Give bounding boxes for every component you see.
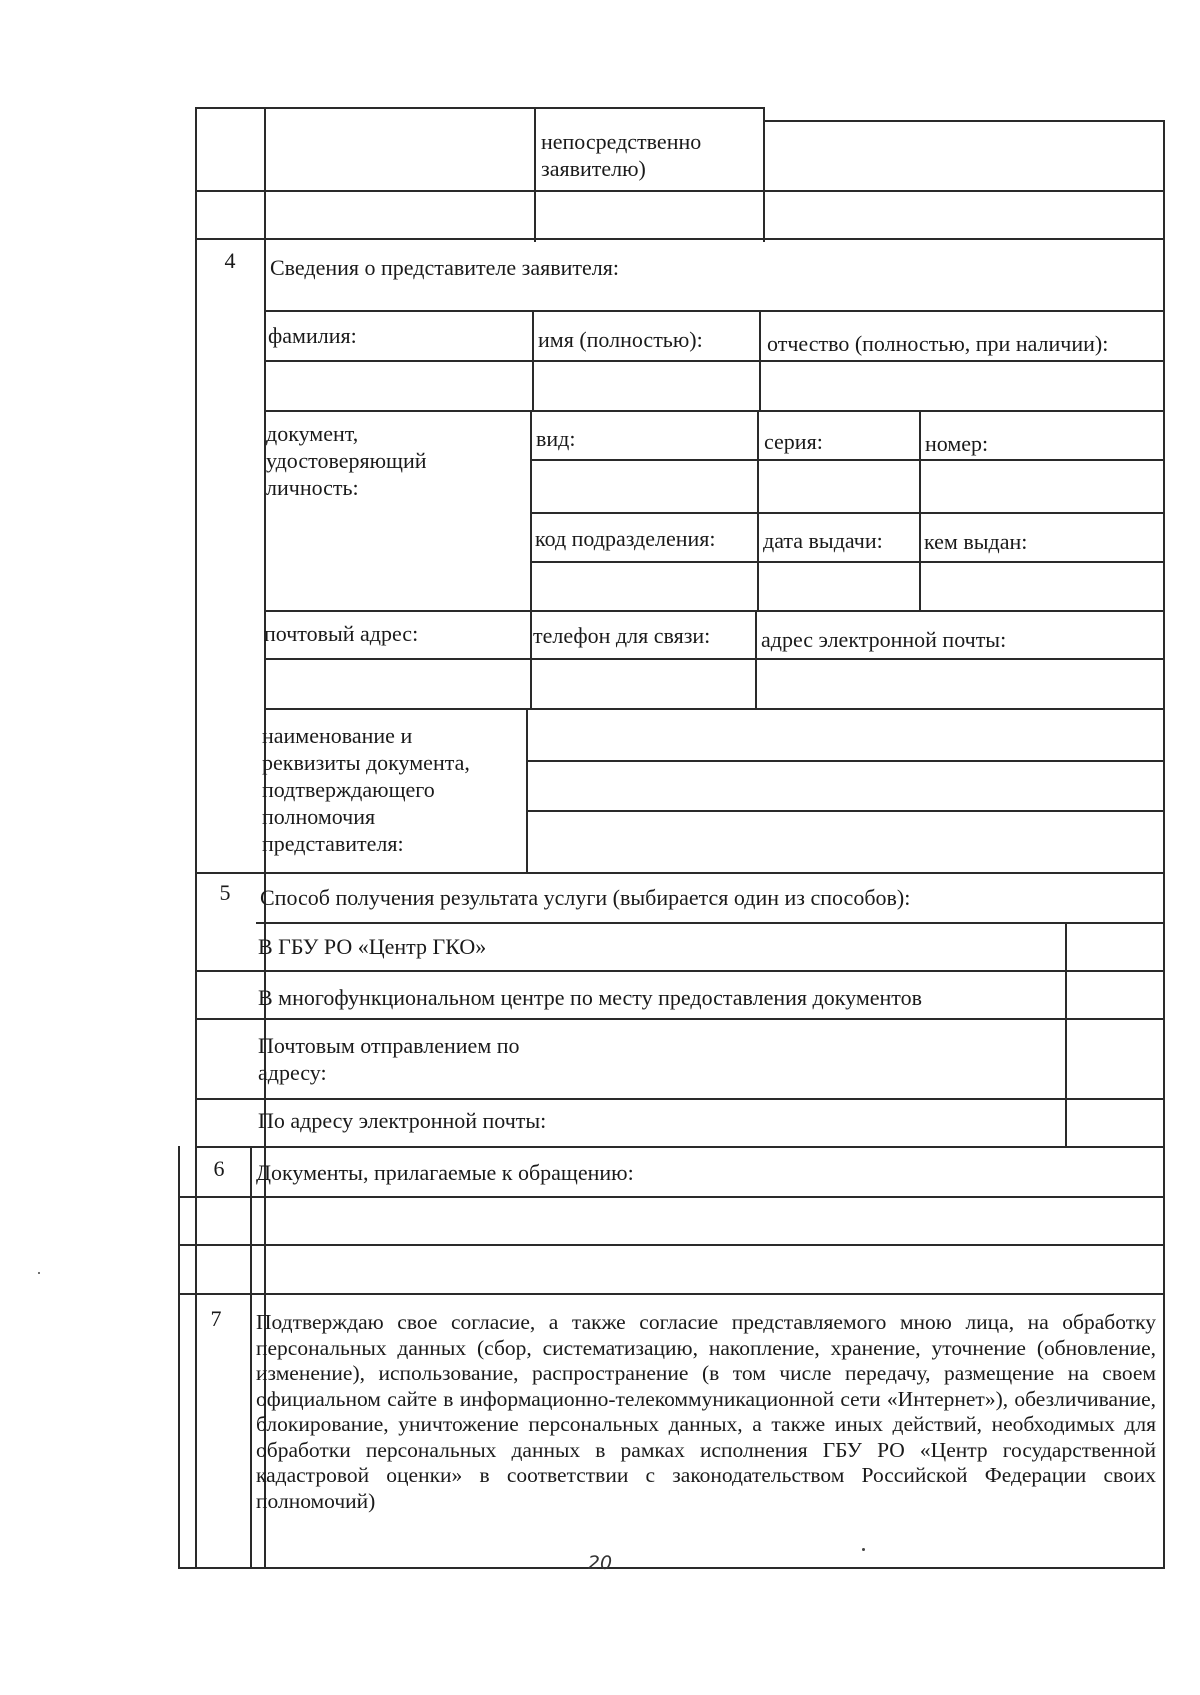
row-divider [195, 190, 1165, 192]
col-divider [763, 107, 765, 242]
section-4-number: 4 [224, 248, 236, 273]
col-divider [919, 410, 921, 610]
stray-mark [862, 1548, 865, 1551]
row-divider [264, 658, 1165, 660]
section-4-title: Сведения о представителе заявителя: [270, 255, 619, 280]
section-5-top [195, 872, 1165, 874]
row-divider [178, 1196, 1165, 1198]
section-4-top [195, 238, 1165, 240]
col-divider [526, 708, 528, 873]
stray-mark [38, 1272, 40, 1274]
number-column-divider-lower [250, 1146, 252, 1569]
col-divider [530, 410, 532, 710]
option-post: Почтовым отправлением по адресу: [258, 1033, 520, 1085]
number-label: номер: [925, 431, 989, 456]
top-border [195, 107, 765, 109]
doc-type-label: вид: [536, 426, 576, 451]
row-divider [526, 810, 1165, 812]
col-divider [755, 610, 757, 710]
delivery-text: непосредственно заявителю) [541, 129, 702, 181]
section-6-top [195, 1146, 1165, 1148]
row-divider [530, 459, 1165, 461]
section-6-number: 6 [213, 1156, 225, 1181]
table-right-border [1163, 120, 1165, 1569]
row-divider [264, 410, 1165, 412]
dept-code-label: код подразделения: [535, 526, 716, 551]
row-divider [264, 310, 1165, 312]
checkbox-col-divider [1065, 922, 1067, 1148]
section-6-title: Документы, прилагаемые к обращению: [256, 1160, 634, 1185]
table-left-border [195, 107, 197, 1569]
row-divider [195, 970, 1165, 972]
row-divider [264, 708, 1165, 710]
row-divider [264, 610, 1165, 612]
row-divider [195, 1018, 1165, 1020]
row-divider [178, 1293, 1165, 1295]
option-gbu-center: В ГБУ РО «Центр ГКО» [258, 934, 487, 959]
name-label: имя (полностью): [538, 327, 703, 352]
authority-doc-label: наименование и реквизиты документа, подтверждающего полномочия представителя: [262, 723, 470, 856]
table-left-border-lower [178, 1146, 180, 1569]
surname-label: фамилия: [268, 323, 357, 348]
email-label: адрес электронной почты: [761, 627, 1007, 652]
issued-by-label: кем выдан: [924, 529, 1028, 554]
id-doc-label: документ, удостоверяющий личность: [266, 421, 427, 500]
row-divider [195, 1098, 1165, 1100]
section-5-number: 5 [219, 880, 231, 905]
option-email: По адресу электронной почты: [258, 1108, 547, 1133]
page-number: 20 [587, 1552, 613, 1574]
row-divider [264, 360, 1165, 362]
row-divider [530, 512, 1165, 514]
col-divider [757, 410, 759, 610]
postal-label: почтовый адрес: [264, 621, 419, 646]
issue-date-label: дата выдачи: [763, 528, 883, 553]
section-7-number: 7 [210, 1306, 222, 1331]
row-divider [526, 760, 1165, 762]
top-border-right [765, 120, 1165, 122]
row-divider [256, 922, 1165, 924]
consent-text: Подтверждаю свое согласие, а также согласие представляемого мною лица, на обработку персональных данных (сбор, систематизацию, накопление, хранение, уточнение (обновление, изменение), использование, распространение (в том числе передачу, размещение на своем официальном сайте в информационно-телекоммуникационной сети «Интернет»), обезличивание, блокирование, уничтожение персональных данных, а также иных действий, необходимых для обработки персональных данных в рамках исполнения ГБУ РО «Центр государственной кадастровой оценки» в соответствии с законодательством Российской Федерации своих полномочий) [256, 1310, 1156, 1513]
col-divider [534, 107, 536, 242]
row-divider [530, 561, 1165, 563]
phone-label: телефон для связи: [533, 623, 711, 648]
section-5-title: Способ получения результата услуги (выбирается один из способов): [260, 885, 911, 910]
row-divider [178, 1244, 1165, 1246]
option-mfc: В многофункциональном центре по месту предоставления документов [258, 985, 922, 1010]
patronymic-label: отчество (полностью, при наличии): [767, 331, 1109, 356]
series-label: серия: [764, 429, 823, 454]
